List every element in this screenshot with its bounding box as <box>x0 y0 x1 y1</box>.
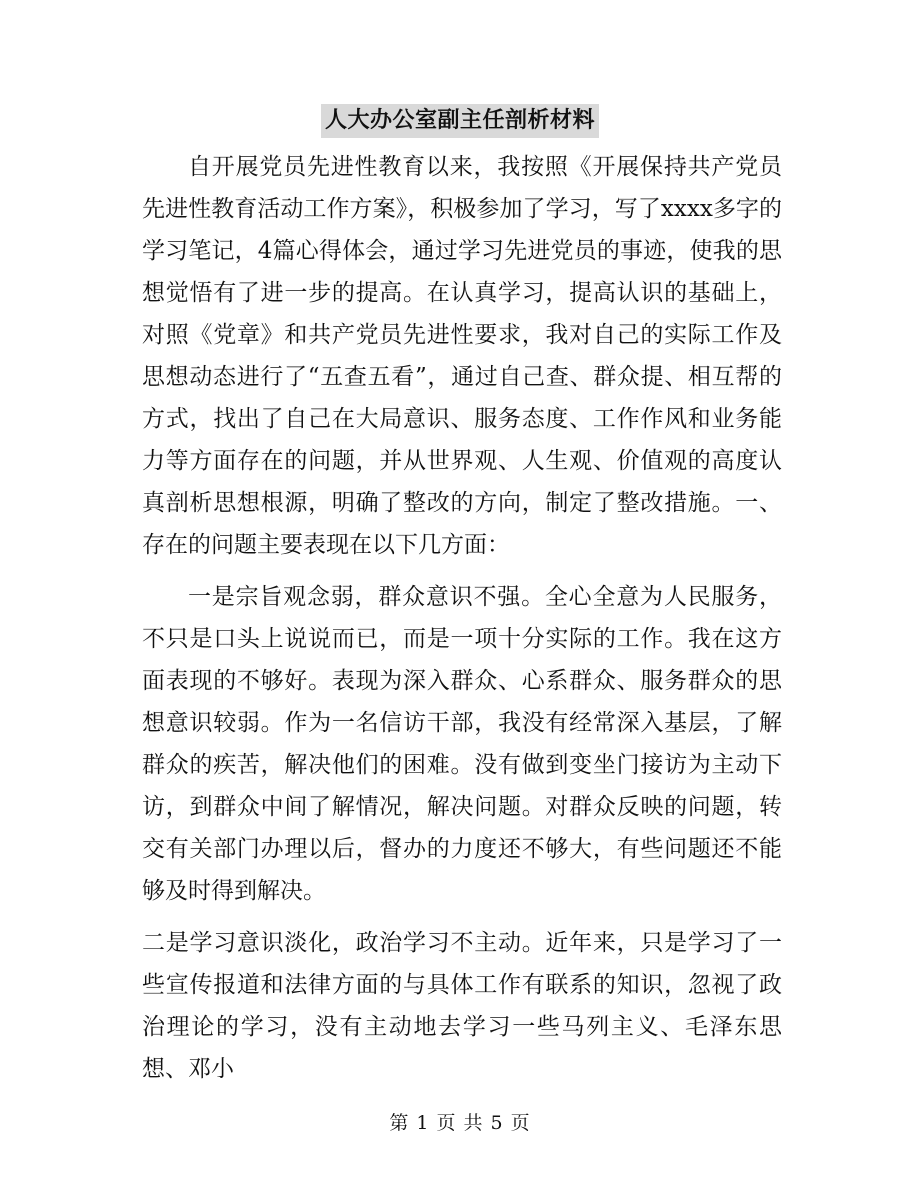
page-number-footer: 第 1 页 共 5 页 <box>389 1112 531 1134</box>
document-title: 人大办公室副主任剖析材料 <box>321 104 599 138</box>
title-container <box>0 104 920 138</box>
paragraph-point-two: 二是学习意识淡化，政治学习不主动。近年来，只是学习了一些宣传报道和法律方面的与具体工作有联系的知识，忽视了政治理论的学习，没有主动地去学习一些马列主义、毛泽东思想、邓小 <box>142 930 782 1082</box>
paragraph-intro: 自开展党员先进性教育以来，我按照《开展保持共产党员先进性教育活动工作方案》，积极参加了学习，写了xxxx多字的学习笔记，4篇心得体会，通过学习先进党员的事迹，使我的思想觉悟有了进一步的提高。在认真学习，提高认识的基础上，对照《党章》和共产党员先进性要求，我对自己的实际工作及思想动态进行了“五查五看”，通过自己查、群众提、相互帮的方式，找出了自己在大局意识、服务态度、工作作风和业务能力等方面存在的问题，并从世界观、人生观、价值观的高度认真剖析思想根源，明确了整改的方向，制定了整改措施。一、存在的问题主要表现在以下几方面： <box>142 154 782 558</box>
document-body <box>142 146 782 1090</box>
paragraph-point-one: 一是宗旨观念弱，群众意识不强。全心全意为人民服务，不只是口头上说说而已，而是一项十分实际的工作。我在这方面表现的不够好。表现为深入群众、心系群众、服务群众的思想意识较弱。作为一名信访干部，我没有经常深入基层，了解群众的疾苦，解决他们的困难。没有做到变坐门接访为主动下访，到群众中间了解情况，解决问题。对群众反映的问题，转交有关部门办理以后，督办的力度还不够大，有些问题还不能够及时得到解决。 <box>142 584 782 904</box>
